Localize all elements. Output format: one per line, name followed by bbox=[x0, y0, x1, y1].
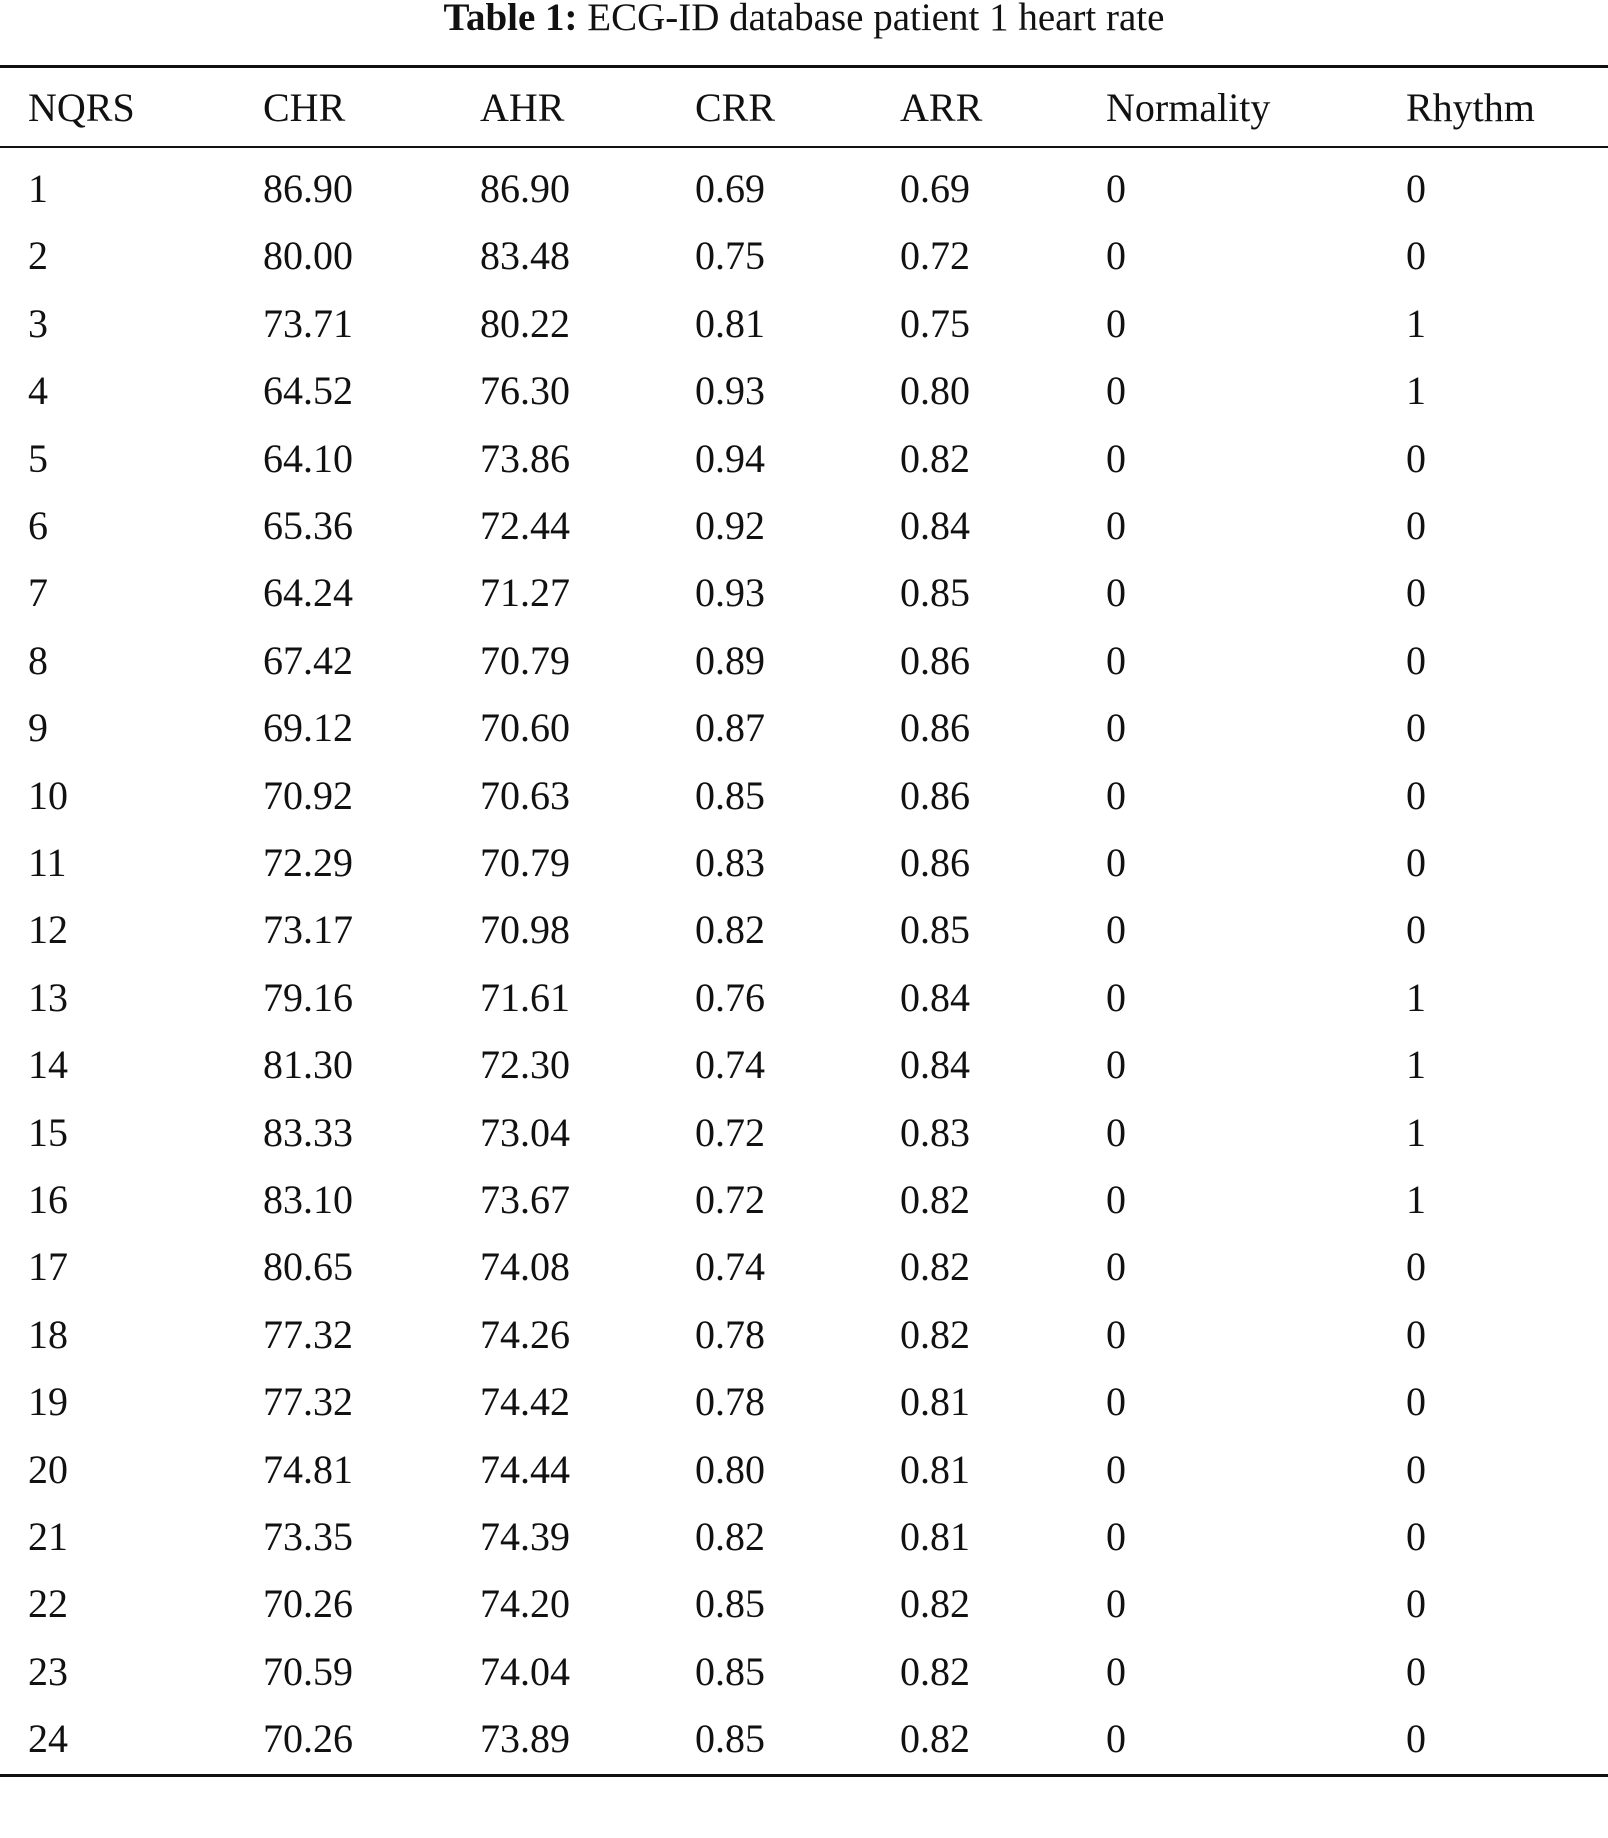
cell-rhythm: 0 bbox=[1406, 233, 1426, 279]
cell-arr: 0.81 bbox=[900, 1379, 970, 1425]
cell-chr: 73.35 bbox=[263, 1514, 353, 1559]
header-nqrs: NQRS bbox=[28, 84, 135, 130]
cell-arr: 0.86 bbox=[900, 705, 970, 751]
cell-nqrs: 19 bbox=[28, 1379, 68, 1425]
cell-crr: 0.72 bbox=[695, 1109, 765, 1155]
cell-rhythm: 0 bbox=[1406, 1514, 1426, 1559]
cell-nqrs: 24 bbox=[28, 1716, 68, 1762]
cell-nqrs: 17 bbox=[28, 1244, 68, 1290]
cell-arr: 0.84 bbox=[900, 1042, 970, 1088]
cell-nqrs: 10 bbox=[28, 772, 68, 818]
cell-chr: 86.90 bbox=[263, 166, 353, 211]
cell-ahr: 73.89 bbox=[480, 1716, 570, 1762]
cell-arr: 0.82 bbox=[900, 1716, 970, 1762]
cell-arr: 0.82 bbox=[900, 1311, 970, 1357]
cell-rhythm: 1 bbox=[1406, 300, 1426, 346]
header-rule bbox=[0, 146, 1608, 148]
cell-nqrs: 6 bbox=[28, 503, 48, 548]
cell-rhythm: 0 bbox=[1406, 570, 1426, 616]
cell-normality: 0 bbox=[1106, 772, 1126, 818]
cell-ahr: 74.26 bbox=[480, 1311, 570, 1357]
cell-chr: 83.10 bbox=[263, 1177, 353, 1222]
cell-chr: 64.10 bbox=[263, 435, 353, 481]
cell-crr: 0.85 bbox=[695, 772, 765, 818]
table-header-row bbox=[0, 74, 1608, 140]
cell-chr: 73.71 bbox=[263, 300, 353, 346]
cell-rhythm: 0 bbox=[1406, 907, 1426, 953]
cell-nqrs: 11 bbox=[28, 840, 67, 885]
cell-chr: 83.33 bbox=[263, 1109, 353, 1155]
table-row bbox=[0, 1368, 1608, 1435]
cell-nqrs: 16 bbox=[28, 1177, 68, 1222]
cell-arr: 0.69 bbox=[900, 166, 970, 211]
cell-crr: 0.85 bbox=[695, 1581, 765, 1627]
cell-nqrs: 4 bbox=[28, 368, 48, 414]
cell-chr: 80.00 bbox=[263, 233, 353, 279]
cell-chr: 81.30 bbox=[263, 1042, 353, 1088]
cell-nqrs: 21 bbox=[28, 1514, 68, 1559]
cell-ahr: 74.44 bbox=[480, 1446, 570, 1492]
cell-rhythm: 1 bbox=[1406, 368, 1426, 414]
cell-crr: 0.82 bbox=[695, 907, 765, 953]
cell-nqrs: 2 bbox=[28, 233, 48, 279]
header-crr: CRR bbox=[695, 84, 776, 130]
cell-chr: 80.65 bbox=[263, 1244, 353, 1290]
cell-nqrs: 1 bbox=[28, 166, 48, 211]
cell-normality: 0 bbox=[1106, 1446, 1126, 1492]
cell-crr: 0.87 bbox=[695, 705, 765, 751]
caption-label: Table 1: bbox=[443, 0, 578, 39]
cell-chr: 70.26 bbox=[263, 1716, 353, 1762]
cell-arr: 0.81 bbox=[900, 1514, 970, 1559]
cell-normality: 0 bbox=[1106, 1311, 1126, 1357]
table-row bbox=[0, 1031, 1608, 1098]
cell-chr: 72.29 bbox=[263, 840, 353, 885]
cell-nqrs: 13 bbox=[28, 974, 68, 1020]
cell-crr: 0.81 bbox=[695, 300, 765, 346]
cell-chr: 73.17 bbox=[263, 907, 353, 953]
cell-rhythm: 0 bbox=[1406, 772, 1426, 818]
cell-crr: 0.85 bbox=[695, 1716, 765, 1762]
cell-chr: 69.12 bbox=[263, 705, 353, 751]
cell-rhythm: 1 bbox=[1406, 1109, 1426, 1155]
table-row bbox=[0, 829, 1608, 896]
cell-ahr: 71.27 bbox=[480, 570, 570, 616]
cell-normality: 0 bbox=[1106, 233, 1126, 279]
cell-normality: 0 bbox=[1106, 1716, 1126, 1762]
table-row bbox=[0, 762, 1608, 829]
table-row bbox=[0, 1099, 1608, 1166]
table-caption bbox=[0, 0, 1608, 38]
cell-chr: 70.59 bbox=[263, 1648, 353, 1694]
cell-rhythm: 1 bbox=[1406, 974, 1426, 1020]
cell-ahr: 83.48 bbox=[480, 233, 570, 279]
cell-crr: 0.72 bbox=[695, 1177, 765, 1222]
table-row bbox=[0, 1570, 1608, 1637]
cell-crr: 0.80 bbox=[695, 1446, 765, 1492]
cell-normality: 0 bbox=[1106, 1244, 1126, 1290]
cell-rhythm: 0 bbox=[1406, 637, 1426, 683]
cell-ahr: 74.08 bbox=[480, 1244, 570, 1290]
cell-chr: 64.52 bbox=[263, 368, 353, 414]
cell-normality: 0 bbox=[1106, 435, 1126, 481]
cell-nqrs: 22 bbox=[28, 1581, 68, 1627]
cell-crr: 0.74 bbox=[695, 1244, 765, 1290]
table-row bbox=[0, 492, 1608, 559]
cell-nqrs: 5 bbox=[28, 435, 48, 481]
cell-arr: 0.82 bbox=[900, 1177, 970, 1222]
cell-normality: 0 bbox=[1106, 1042, 1126, 1088]
table-row bbox=[0, 425, 1608, 492]
table-row bbox=[0, 1705, 1608, 1772]
cell-arr: 0.82 bbox=[900, 435, 970, 481]
cell-crr: 0.89 bbox=[695, 637, 765, 683]
cell-ahr: 74.04 bbox=[480, 1648, 570, 1694]
cell-rhythm: 1 bbox=[1406, 1177, 1426, 1222]
cell-ahr: 74.20 bbox=[480, 1581, 570, 1627]
caption-text: ECG-ID database patient 1 heart rate bbox=[587, 0, 1165, 39]
cell-normality: 0 bbox=[1106, 1109, 1126, 1155]
cell-ahr: 73.86 bbox=[480, 435, 570, 481]
cell-rhythm: 0 bbox=[1406, 1244, 1426, 1290]
cell-chr: 64.24 bbox=[263, 570, 353, 616]
header-rhythm: Rhythm bbox=[1406, 84, 1535, 130]
cell-arr: 0.86 bbox=[900, 772, 970, 818]
cell-rhythm: 0 bbox=[1406, 435, 1426, 481]
header-chr: CHR bbox=[263, 84, 346, 130]
table-row bbox=[0, 1436, 1608, 1503]
cell-ahr: 72.30 bbox=[480, 1042, 570, 1088]
cell-nqrs: 18 bbox=[28, 1311, 68, 1357]
cell-nqrs: 12 bbox=[28, 907, 68, 953]
cell-arr: 0.84 bbox=[900, 974, 970, 1020]
cell-nqrs: 9 bbox=[28, 705, 48, 751]
cell-chr: 74.81 bbox=[263, 1446, 353, 1492]
cell-ahr: 70.63 bbox=[480, 772, 570, 818]
cell-chr: 65.36 bbox=[263, 503, 353, 548]
table-row bbox=[0, 290, 1608, 357]
cell-chr: 77.32 bbox=[263, 1379, 353, 1425]
cell-nqrs: 8 bbox=[28, 637, 48, 683]
cell-arr: 0.85 bbox=[900, 570, 970, 616]
cell-arr: 0.82 bbox=[900, 1581, 970, 1627]
cell-ahr: 74.39 bbox=[480, 1514, 570, 1559]
cell-chr: 67.42 bbox=[263, 637, 353, 683]
cell-ahr: 70.60 bbox=[480, 705, 570, 751]
table-row bbox=[0, 559, 1608, 626]
cell-ahr: 70.79 bbox=[480, 840, 570, 885]
table-row bbox=[0, 1166, 1608, 1233]
cell-ahr: 74.42 bbox=[480, 1379, 570, 1425]
cell-nqrs: 20 bbox=[28, 1446, 68, 1492]
cell-arr: 0.80 bbox=[900, 368, 970, 414]
cell-normality: 0 bbox=[1106, 974, 1126, 1020]
cell-arr: 0.85 bbox=[900, 907, 970, 953]
table-row bbox=[0, 357, 1608, 424]
table-row bbox=[0, 1503, 1608, 1570]
cell-ahr: 72.44 bbox=[480, 503, 570, 548]
cell-crr: 0.76 bbox=[695, 974, 765, 1020]
cell-crr: 0.82 bbox=[695, 1514, 765, 1559]
cell-chr: 70.92 bbox=[263, 772, 353, 818]
header-ahr: AHR bbox=[480, 84, 565, 130]
cell-normality: 0 bbox=[1106, 368, 1126, 414]
cell-normality: 0 bbox=[1106, 907, 1126, 953]
cell-arr: 0.75 bbox=[900, 300, 970, 346]
cell-normality: 0 bbox=[1106, 1514, 1126, 1559]
cell-arr: 0.72 bbox=[900, 233, 970, 279]
cell-normality: 0 bbox=[1106, 1177, 1126, 1222]
table-row bbox=[0, 1638, 1608, 1705]
cell-rhythm: 0 bbox=[1406, 1446, 1426, 1492]
cell-rhythm: 0 bbox=[1406, 1648, 1426, 1694]
cell-ahr: 73.67 bbox=[480, 1177, 570, 1222]
cell-normality: 0 bbox=[1106, 705, 1126, 751]
cell-rhythm: 0 bbox=[1406, 705, 1426, 751]
cell-rhythm: 0 bbox=[1406, 1379, 1426, 1425]
cell-normality: 0 bbox=[1106, 300, 1126, 346]
table-row bbox=[0, 964, 1608, 1031]
cell-crr: 0.75 bbox=[695, 233, 765, 279]
cell-chr: 70.26 bbox=[263, 1581, 353, 1627]
cell-ahr: 70.98 bbox=[480, 907, 570, 953]
cell-crr: 0.94 bbox=[695, 435, 765, 481]
table-row bbox=[0, 1233, 1608, 1300]
cell-arr: 0.84 bbox=[900, 503, 970, 548]
table-row bbox=[0, 896, 1608, 963]
cell-nqrs: 3 bbox=[28, 300, 48, 346]
cell-crr: 0.85 bbox=[695, 1648, 765, 1694]
cell-arr: 0.83 bbox=[900, 1109, 970, 1155]
top-rule bbox=[0, 65, 1608, 68]
cell-crr: 0.69 bbox=[695, 166, 765, 211]
cell-crr: 0.93 bbox=[695, 570, 765, 616]
header-normality: Normality bbox=[1106, 84, 1271, 130]
cell-rhythm: 0 bbox=[1406, 1311, 1426, 1357]
cell-crr: 0.78 bbox=[695, 1379, 765, 1425]
cell-crr: 0.92 bbox=[695, 503, 765, 548]
cell-rhythm: 0 bbox=[1406, 503, 1426, 548]
cell-crr: 0.78 bbox=[695, 1311, 765, 1357]
cell-ahr: 86.90 bbox=[480, 166, 570, 211]
cell-chr: 79.16 bbox=[263, 974, 353, 1020]
cell-ahr: 73.04 bbox=[480, 1109, 570, 1155]
table-row bbox=[0, 694, 1608, 761]
cell-arr: 0.82 bbox=[900, 1244, 970, 1290]
cell-normality: 0 bbox=[1106, 570, 1126, 616]
cell-normality: 0 bbox=[1106, 840, 1126, 885]
cell-ahr: 76.30 bbox=[480, 368, 570, 414]
cell-ahr: 70.79 bbox=[480, 637, 570, 683]
cell-nqrs: 14 bbox=[28, 1042, 68, 1088]
cell-crr: 0.74 bbox=[695, 1042, 765, 1088]
cell-normality: 0 bbox=[1106, 637, 1126, 683]
cell-rhythm: 0 bbox=[1406, 1581, 1426, 1627]
cell-arr: 0.86 bbox=[900, 840, 970, 885]
cell-nqrs: 7 bbox=[28, 570, 48, 616]
cell-normality: 0 bbox=[1106, 503, 1126, 548]
cell-rhythm: 0 bbox=[1406, 1716, 1426, 1762]
cell-normality: 0 bbox=[1106, 166, 1126, 211]
cell-ahr: 80.22 bbox=[480, 300, 570, 346]
cell-rhythm: 1 bbox=[1406, 1042, 1426, 1088]
table-row bbox=[0, 627, 1608, 694]
table-row bbox=[0, 222, 1608, 289]
cell-arr: 0.86 bbox=[900, 637, 970, 683]
cell-nqrs: 15 bbox=[28, 1109, 68, 1155]
cell-chr: 77.32 bbox=[263, 1311, 353, 1357]
cell-normality: 0 bbox=[1106, 1379, 1126, 1425]
header-arr: ARR bbox=[900, 84, 983, 130]
cell-rhythm: 0 bbox=[1406, 166, 1426, 211]
bottom-rule bbox=[0, 1774, 1608, 1777]
table-row bbox=[0, 155, 1608, 222]
cell-nqrs: 23 bbox=[28, 1648, 68, 1694]
cell-crr: 0.83 bbox=[695, 840, 765, 885]
cell-arr: 0.81 bbox=[900, 1446, 970, 1492]
cell-arr: 0.82 bbox=[900, 1648, 970, 1694]
cell-normality: 0 bbox=[1106, 1648, 1126, 1694]
cell-ahr: 71.61 bbox=[480, 974, 570, 1020]
cell-crr: 0.93 bbox=[695, 368, 765, 414]
cell-rhythm: 0 bbox=[1406, 840, 1426, 885]
cell-normality: 0 bbox=[1106, 1581, 1126, 1627]
table-row bbox=[0, 1301, 1608, 1368]
